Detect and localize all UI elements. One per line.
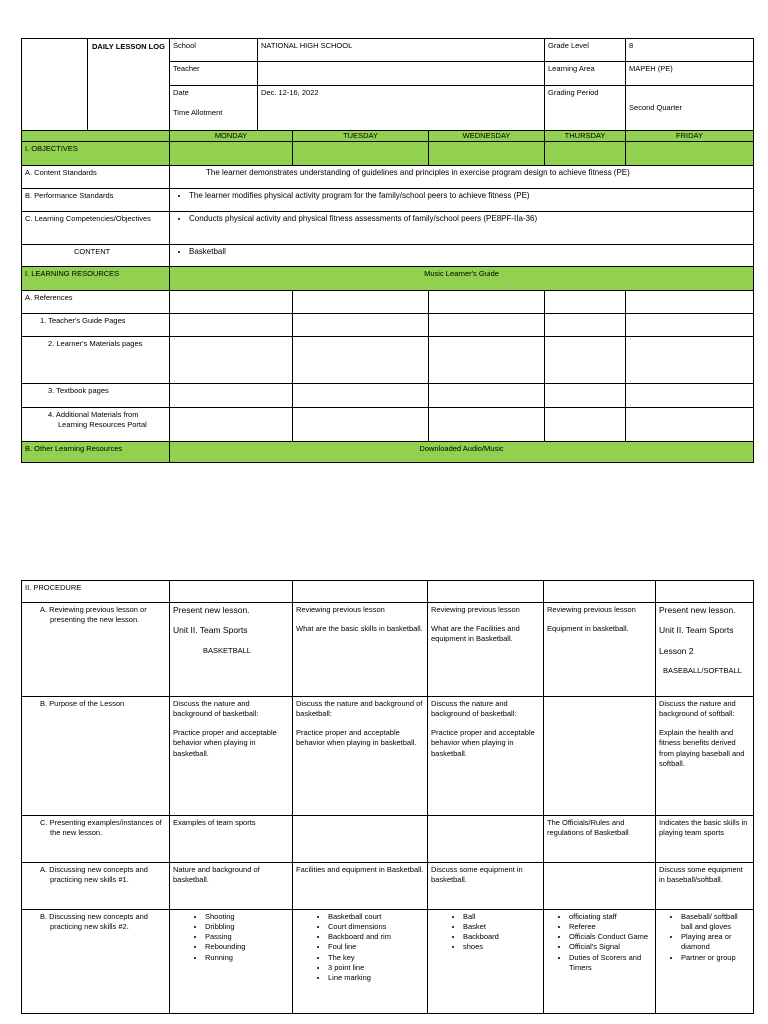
procedure-cell-thursday (544, 697, 656, 816)
list-item: • Official's Signal (569, 942, 652, 952)
procedure-cell-monday: Discuss the nature and background of basketball: Practice proper and acceptable behavior when playing in basketball. (170, 697, 293, 816)
grading-period-label: Grading Period (545, 86, 626, 131)
learning-area-value: MAPEH (PE) (626, 62, 754, 86)
procedure-row-label: A. Reviewing previous lesson or presenting the new lesson. (22, 603, 170, 697)
time-allotment-label: Time Allotment (173, 108, 223, 118)
procedure-row-label: A. Discussing new concepts and practicing new skills #1. (22, 863, 170, 910)
list-item: • Running (205, 953, 289, 963)
procedure-cell-thursday: The Officials/Rules and regulations of Basketball (544, 816, 656, 863)
list-item: • Baseball/ softball ball and gloves (681, 912, 750, 932)
procedure-cell-thursday (544, 910, 656, 1014)
learners-materials-label: 2. Learner's Materials pages (22, 337, 170, 384)
other-resources-label: B. Other Learning Resources (22, 442, 170, 463)
date-time-labels (170, 86, 258, 131)
grading-period-value: Second Quarter (626, 86, 754, 131)
grade-level-label: Grade Level (545, 39, 626, 62)
day-header-blank (22, 131, 170, 142)
logo-cell (22, 39, 88, 131)
list-item: • Backboard (463, 932, 540, 942)
procedure-heading: II. PROCEDURE (22, 581, 170, 603)
list-item: • Basket (463, 922, 540, 932)
list-item: • Rebounding (205, 942, 289, 952)
list-item: • Duties of Scorers and Timers (569, 953, 652, 973)
procedure-cell-tuesday: Reviewing previous lesson What are the basic skills in basketball. (293, 603, 428, 697)
learning-resources-heading: I. LEARNING RESOURCES (22, 267, 170, 291)
procedure-cell-monday: Present new lesson. Unit II. Team Sports BASKETBALL (170, 603, 293, 697)
procedure-cell-tuesday: Facilities and equipment in Basketball. (293, 863, 428, 910)
procedure-cell-tuesday (293, 910, 428, 1014)
objectives-monday (170, 142, 293, 166)
procedure-cell-wednesday: Discuss some equipment in basketball. (428, 863, 544, 910)
day-thursday: THURSDAY (545, 131, 626, 142)
objectives-heading: I. OBJECTIVES (22, 142, 170, 166)
list-item: • Backboard and rim (328, 932, 424, 942)
dll-title: DAILY LESSON LOG (88, 39, 170, 131)
list-item: • Line marking (328, 973, 424, 983)
content-text: • Basketball (189, 247, 750, 258)
list-item: • Foul line (328, 942, 424, 952)
procedure-cell-wednesday: Reviewing previous lesson What are the Facilities and equipment in Basketball. (428, 603, 544, 697)
procedure-cell-tuesday (293, 816, 428, 863)
list-item: • Referee (569, 922, 652, 932)
procedure-row-label: B. Purpose of the Lesson (22, 697, 170, 816)
procedure-cell-monday (170, 910, 293, 1014)
list-item: • officiating staff (569, 912, 652, 922)
procedure-cell-friday: Discuss some equipment in baseball/softball. (656, 863, 754, 910)
list-item: • Partner or group (681, 953, 750, 963)
performance-standards-text: • The learner modifies physical activity program for the family/school peers to achieve fitness (PE) (189, 191, 750, 202)
list-item: • Shooting (205, 912, 289, 922)
lesson-log-table (21, 38, 754, 463)
list-item: • Playing area or diamond (681, 932, 750, 952)
date-label: Date (173, 88, 189, 97)
day-friday: FRIDAY (626, 131, 754, 142)
procedure-cell-friday: Discuss the nature and background of softball: Explain the health and fitness benefits derived from playing baseball and softball. (656, 697, 754, 816)
procedure-cell-wednesday: Discuss the nature and background of basketball: Practice proper and acceptable behavior when playing in basketball. (428, 697, 544, 816)
school-label: School (170, 39, 258, 62)
day-tuesday: TUESDAY (293, 131, 429, 142)
day-monday: MONDAY (170, 131, 293, 142)
learning-resources-value: Music Learner's Guide (170, 267, 754, 291)
list-item: • Officials Conduct Game (569, 932, 652, 942)
procedure-table (21, 580, 754, 1014)
procedure-cell-thursday: Reviewing previous lesson Equipment in basketball. (544, 603, 656, 697)
content-label: CONTENT (22, 245, 170, 267)
procedure-cell-friday: Present new lesson. Unit II. Team Sports Lesson 2 BASEBALL/SOFTBALL (656, 603, 754, 697)
school-value: NATIONAL HIGH SCHOOL (258, 39, 545, 62)
list-item: • shoes (463, 942, 540, 952)
grade-level-value: 8 (626, 39, 754, 62)
procedure-cell-wednesday (428, 910, 544, 1014)
competencies-text: • Conducts physical activity and physical fitness assessments of family/school peers (PE8PF-IIa-36) (189, 214, 750, 225)
procedure-cell-thursday (544, 863, 656, 910)
procedure-row-label: B. Discussing new concepts and practicing new skills #2. (22, 910, 170, 1014)
day-wednesday: WEDNESDAY (429, 131, 545, 142)
procedure-cell-friday (656, 910, 754, 1014)
list-item: • Dribbling (205, 922, 289, 932)
list-item: • The key (328, 953, 424, 963)
textbook-pages-label: 3. Textbook pages (22, 384, 170, 408)
additional-materials-label: 4. Additional Materials from Learning Resources Portal (22, 408, 170, 442)
performance-standards-cell (170, 189, 754, 212)
list-item: • Ball (463, 912, 540, 922)
procedure-cell-friday: Indicates the basic skills in playing team sports (656, 816, 754, 863)
performance-standards-label: B. Performance Standards (22, 189, 170, 212)
competencies-label: C. Learning Competencies/Objectives (22, 212, 170, 245)
teachers-guide-label: 1. Teacher's Guide Pages (22, 314, 170, 337)
procedure-cell-monday: Nature and background of basketball. (170, 863, 293, 910)
teacher-value (258, 62, 545, 86)
other-resources-value: Downloaded Audio/Music (170, 442, 754, 463)
content-cell (170, 245, 754, 267)
teacher-label: Teacher (170, 62, 258, 86)
competencies-cell (170, 212, 754, 245)
content-standards-label: A. Content Standards (22, 166, 170, 189)
learning-area-label: Learning Area (545, 62, 626, 86)
procedure-row-label: C. Presenting examples/instances of the new lesson. (22, 816, 170, 863)
list-item: • Court dimensions (328, 922, 424, 932)
date-value: Dec. 12-16, 2022 (258, 86, 545, 131)
procedure-cell-tuesday: Discuss the nature and background of basketball: Practice proper and acceptable behavior when playing in basketball. (293, 697, 428, 816)
references-label: A. References (22, 291, 170, 314)
list-item: • Basketball court (328, 912, 424, 922)
list-item: • 3 point line (328, 963, 424, 973)
content-standards-text: The learner demonstrates understanding of guidelines and principles in exercise program design to achieve fitness (PE) (170, 166, 754, 189)
procedure-cell-wednesday (428, 816, 544, 863)
list-item: • Passing (205, 932, 289, 942)
procedure-cell-monday: Examples of team sports (170, 816, 293, 863)
